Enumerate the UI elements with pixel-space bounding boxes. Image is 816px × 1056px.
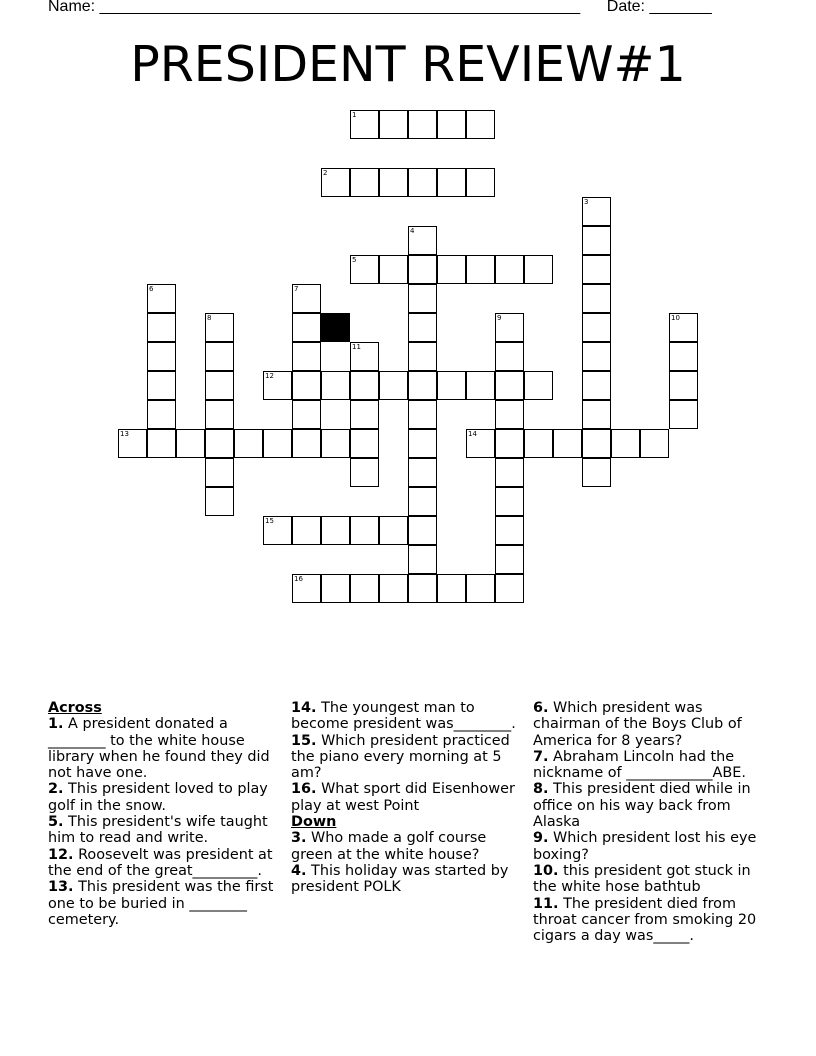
grid-cell[interactable] [437, 110, 466, 139]
grid-cell[interactable] [466, 168, 495, 197]
across-clue-list [48, 716, 280, 928]
clue-column-3 [533, 700, 769, 944]
clue [48, 781, 280, 814]
grid-cell[interactable] [118, 429, 147, 458]
grid-cell[interactable] [437, 371, 466, 400]
clue-text: This president's wife taught him to read and write. [48, 814, 268, 847]
grid-cell[interactable] [147, 342, 176, 371]
grid-cell[interactable] [379, 110, 408, 139]
clue-text: Which president lost his eye boxing? [533, 830, 757, 863]
clue [48, 879, 280, 928]
grid-cell[interactable] [495, 371, 524, 400]
clue [533, 896, 769, 945]
clue [48, 847, 280, 880]
clue-column-1 [48, 700, 280, 928]
grid-cell[interactable] [408, 516, 437, 545]
grid-cell[interactable] [408, 458, 437, 487]
clue-number: 16 [294, 575, 303, 583]
clue-text: The president died from throat cancer from smoking 20 cigars a day was_____. [533, 895, 757, 945]
clue-text: What sport did Eisenhower play at west Point [291, 781, 515, 814]
grid-cell[interactable] [321, 429, 350, 458]
grid-cell[interactable] [669, 313, 698, 342]
clue-text: Roosevelt was president at the end of the great_________. [48, 846, 273, 879]
grid-cell[interactable] [205, 313, 234, 342]
clue-number-label: 15. [291, 732, 317, 749]
grid-cell[interactable] [582, 197, 611, 226]
clue-number: 1 [352, 111, 357, 119]
grid-cell[interactable] [379, 516, 408, 545]
grid-cell[interactable] [582, 226, 611, 255]
clue-number-label: 12. [48, 846, 74, 863]
clue-number-label: 5. [48, 814, 64, 831]
grid-cell[interactable] [437, 574, 466, 603]
clue-text: Which president was chairman of the Boys Club of America for 8 years? [533, 700, 742, 749]
grid-cell[interactable] [495, 429, 524, 458]
grid-cell[interactable] [205, 458, 234, 487]
down-clue-list [291, 830, 523, 895]
grid-cell[interactable] [553, 429, 582, 458]
clue-number-label: 10. [533, 862, 559, 879]
grid-cell[interactable] [582, 458, 611, 487]
clue-text: this president got stuck in the white hose bathtub [533, 862, 751, 896]
grid-cell[interactable] [408, 487, 437, 516]
down-clue-list-continued [533, 700, 769, 944]
clue-number-label: 14. [291, 700, 317, 716]
grid-cell[interactable] [582, 400, 611, 429]
clue-text: This president loved to play golf in the snow. [48, 781, 268, 814]
clue-number: 13 [120, 430, 129, 438]
grid-cell[interactable] [495, 458, 524, 487]
clue [48, 814, 280, 847]
clue-number: 4 [410, 227, 415, 235]
grid-cell[interactable] [350, 371, 379, 400]
grid-cell[interactable] [495, 342, 524, 371]
grid-cell[interactable] [408, 545, 437, 574]
black-cell [321, 313, 350, 342]
grid-cell[interactable] [292, 284, 321, 313]
grid-cell[interactable] [408, 371, 437, 400]
grid-cell[interactable] [524, 371, 553, 400]
grid-cell[interactable] [350, 110, 379, 139]
grid-cell[interactable] [379, 255, 408, 284]
grid-cell[interactable] [669, 342, 698, 371]
grid-cell[interactable] [611, 429, 640, 458]
across-clue-list-continued [291, 700, 523, 814]
grid-cell[interactable] [408, 226, 437, 255]
clue [48, 716, 280, 781]
clue-number-label: 13. [48, 879, 74, 896]
grid-cell[interactable] [292, 516, 321, 545]
grid-cell[interactable] [321, 574, 350, 603]
grid-cell[interactable] [466, 255, 495, 284]
grid-cell[interactable] [234, 429, 263, 458]
grid-cell[interactable] [147, 371, 176, 400]
grid-cell[interactable] [466, 429, 495, 458]
grid-cell[interactable] [379, 168, 408, 197]
grid-cell[interactable] [350, 458, 379, 487]
grid-cell[interactable] [350, 574, 379, 603]
grid-cell[interactable] [205, 371, 234, 400]
grid-cell[interactable] [495, 545, 524, 574]
grid-cell[interactable] [147, 313, 176, 342]
grid-cell[interactable] [379, 574, 408, 603]
grid-cell[interactable] [640, 429, 669, 458]
grid-cell[interactable] [147, 429, 176, 458]
clue-number: 15 [265, 517, 274, 525]
down-heading: Down [291, 814, 337, 831]
clue [291, 781, 523, 814]
clue-text: Who made a golf course green at the white house? [291, 830, 487, 863]
grid-cell[interactable] [350, 516, 379, 545]
grid-cell[interactable] [582, 342, 611, 371]
grid-cell[interactable] [408, 110, 437, 139]
grid-cell[interactable] [437, 255, 466, 284]
grid-cell[interactable] [350, 400, 379, 429]
grid-cell[interactable] [408, 168, 437, 197]
grid-cell[interactable] [350, 255, 379, 284]
grid-cell[interactable] [292, 400, 321, 429]
clue-number: 11 [352, 343, 361, 351]
grid-cell[interactable] [263, 429, 292, 458]
across-heading: Across [48, 700, 102, 716]
clue [533, 830, 769, 863]
grid-cell[interactable] [582, 429, 611, 458]
grid-cell[interactable] [408, 574, 437, 603]
grid-cell[interactable] [292, 313, 321, 342]
clue-text: This holiday was started by president POLK [291, 862, 509, 896]
clue-number: 2 [323, 169, 328, 177]
clue [291, 733, 523, 782]
grid-cell[interactable] [582, 371, 611, 400]
clue-number: 7 [294, 285, 299, 293]
grid-cell[interactable] [321, 168, 350, 197]
clue-text: A president donated a ________ to the white house library when he found they did not have one. [48, 716, 270, 782]
grid-cell[interactable] [582, 255, 611, 284]
grid-cell[interactable] [408, 255, 437, 284]
grid-cell[interactable] [408, 284, 437, 313]
clue-number-label: 16. [291, 781, 317, 798]
grid-cell[interactable] [669, 400, 698, 429]
grid-cell[interactable] [408, 400, 437, 429]
grid-cell[interactable] [292, 342, 321, 371]
clue-text: This president died while in office on his way back from Alaska [533, 781, 751, 831]
clue [291, 830, 523, 863]
clue-text: The youngest man to become president was________. [291, 700, 516, 733]
clue-number: 14 [468, 430, 477, 438]
clue-number: 9 [497, 314, 502, 322]
clue-number: 5 [352, 256, 357, 264]
grid-cell[interactable] [582, 284, 611, 313]
clue-number-label: 4. [291, 862, 307, 879]
clue-number-label: 6. [533, 700, 549, 716]
grid-cell[interactable] [292, 429, 321, 458]
clue-number: 12 [265, 372, 274, 380]
grid-cell[interactable] [292, 574, 321, 603]
grid-cell[interactable] [495, 313, 524, 342]
clue-number: 10 [671, 314, 680, 322]
grid-cell[interactable] [292, 371, 321, 400]
grid-cell[interactable] [205, 487, 234, 516]
clue-text: Abraham Lincoln had the nickname of ____________ABE. [533, 748, 746, 782]
clue [533, 863, 769, 896]
page-title: PRESIDENT REVIEW#1 [130, 36, 686, 93]
clue-number-label: 7. [533, 748, 549, 765]
clue-text: Which president practiced the piano every morning at 5 am? [291, 732, 510, 782]
clue-number-label: 3. [291, 830, 307, 847]
clue-number: 3 [584, 198, 589, 206]
clue-column-2 [291, 700, 523, 896]
clue-number-label: 1. [48, 716, 64, 733]
clue [533, 700, 769, 749]
grid-cell[interactable] [495, 255, 524, 284]
grid-cell[interactable] [495, 400, 524, 429]
grid-cell[interactable] [321, 516, 350, 545]
clue-number-label: 2. [48, 781, 64, 798]
clue-text: This president was the first one to be buried in ________ cemetery. [48, 879, 274, 928]
clue [533, 749, 769, 782]
grid-cell[interactable] [524, 429, 553, 458]
grid-cell[interactable] [582, 313, 611, 342]
grid-cell[interactable] [147, 400, 176, 429]
grid-cell[interactable] [205, 400, 234, 429]
clue-number-label: 9. [533, 830, 549, 847]
clue-number: 8 [207, 314, 212, 322]
clue [291, 700, 523, 733]
grid-cell[interactable] [408, 429, 437, 458]
name-date-line: Name: ______________________________________________________ Date: _______ [48, 0, 712, 15]
grid-cell[interactable] [350, 429, 379, 458]
grid-cell[interactable] [379, 371, 408, 400]
grid-cell[interactable] [495, 574, 524, 603]
grid-cell[interactable] [147, 284, 176, 313]
clue [533, 781, 769, 830]
grid-cell[interactable] [437, 168, 466, 197]
grid-cell[interactable] [669, 371, 698, 400]
grid-cell[interactable] [466, 574, 495, 603]
grid-cell[interactable] [466, 110, 495, 139]
grid-cell[interactable] [495, 516, 524, 545]
grid-cell[interactable] [205, 342, 234, 371]
grid-cell[interactable] [408, 342, 437, 371]
clue-number-label: 11. [533, 895, 559, 912]
grid-cell[interactable] [524, 255, 553, 284]
clue-number-label: 8. [533, 781, 549, 798]
grid-cell[interactable] [408, 313, 437, 342]
grid-cell[interactable] [263, 516, 292, 545]
grid-cell[interactable] [350, 168, 379, 197]
grid-cell[interactable] [205, 429, 234, 458]
grid-cell[interactable] [321, 371, 350, 400]
grid-cell[interactable] [350, 342, 379, 371]
clue-number: 6 [149, 285, 154, 293]
grid-cell[interactable] [263, 371, 292, 400]
grid-cell[interactable] [176, 429, 205, 458]
grid-cell[interactable] [466, 371, 495, 400]
clue [291, 863, 523, 896]
grid-cell[interactable] [495, 487, 524, 516]
